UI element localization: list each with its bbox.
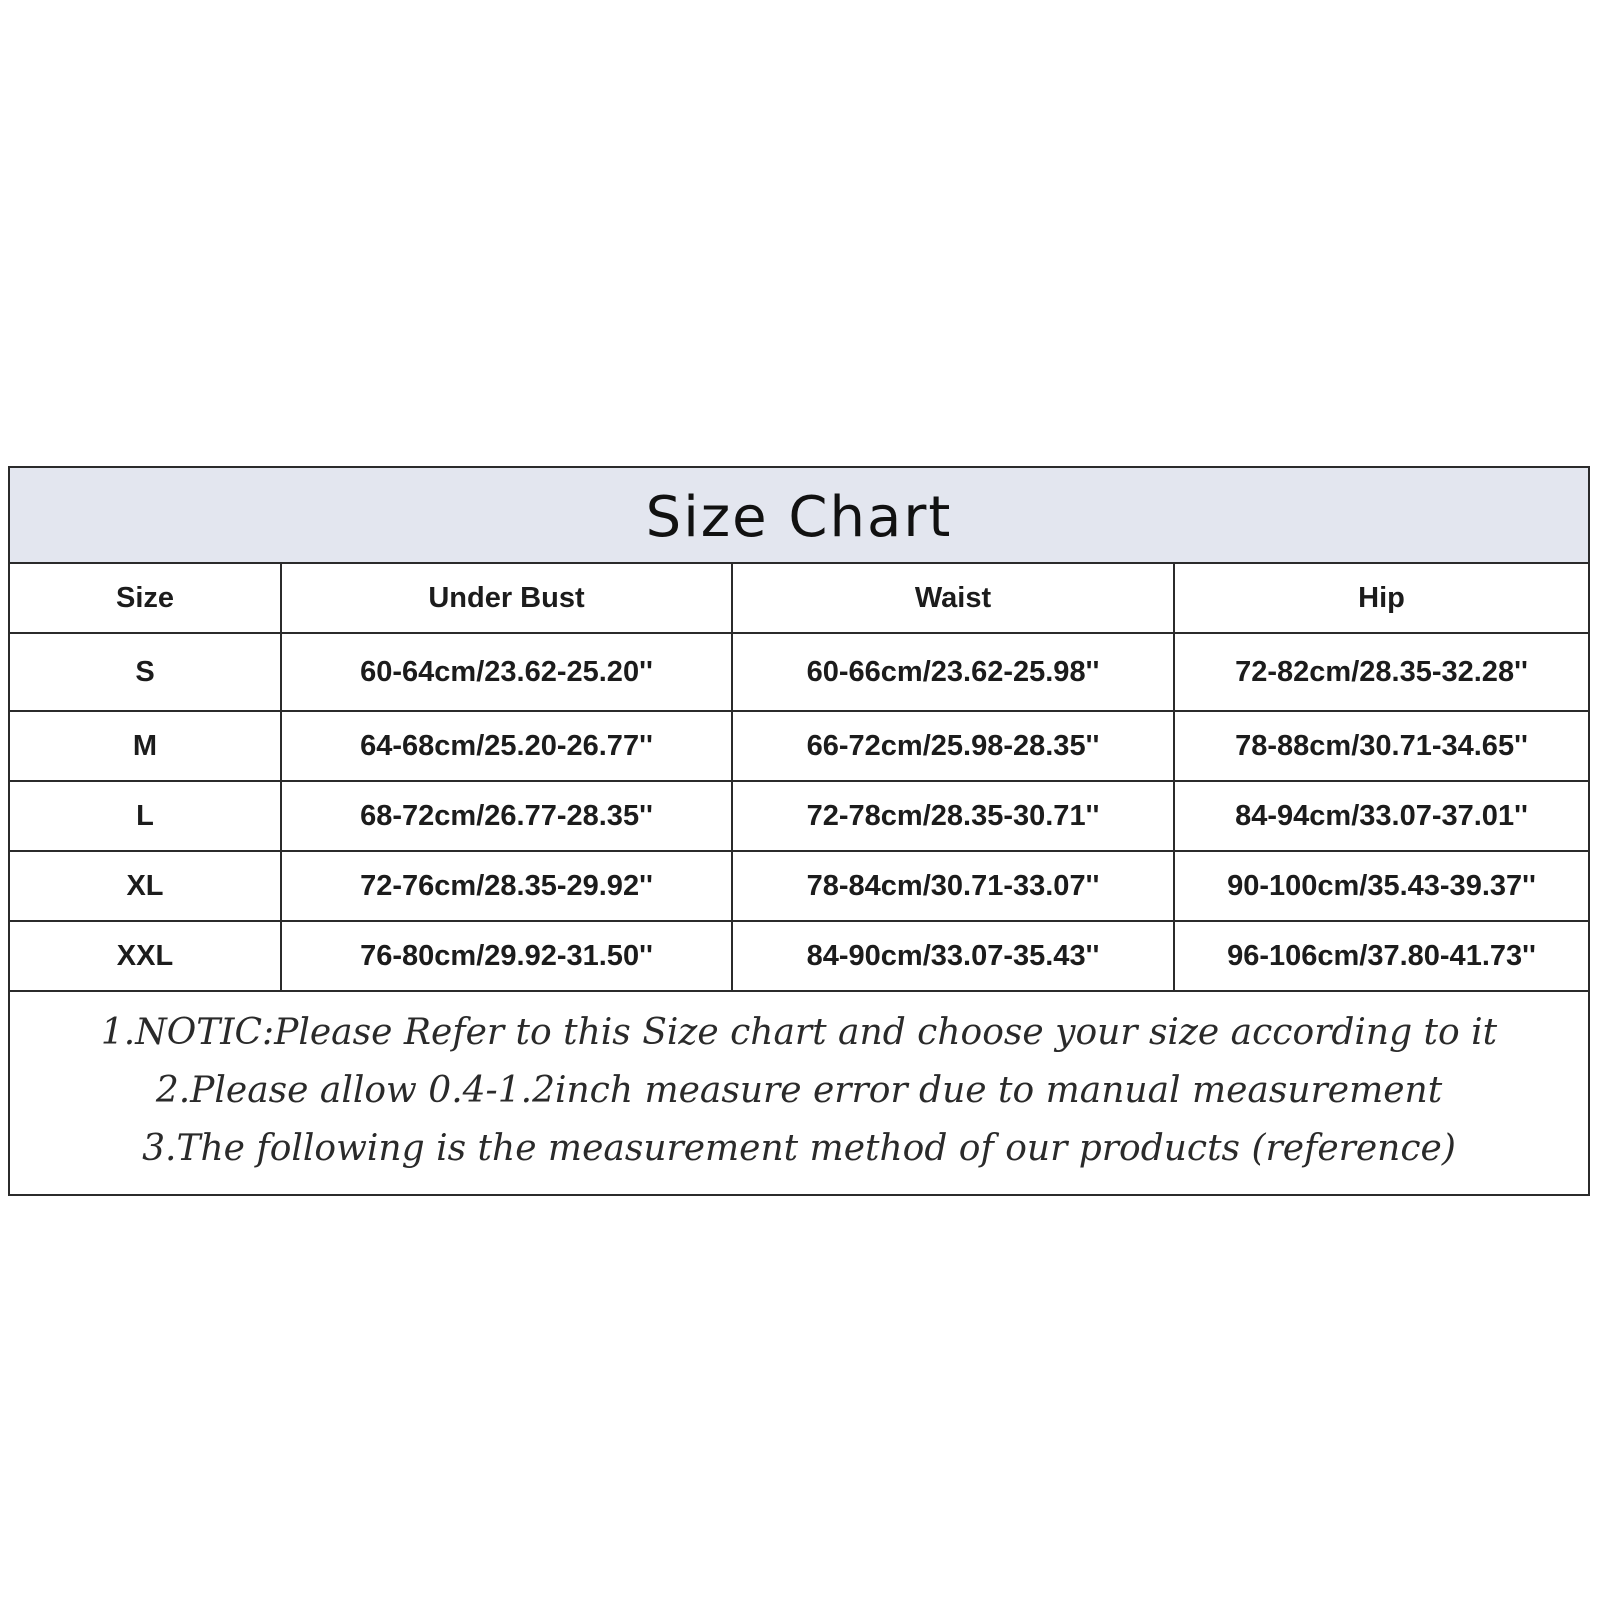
note-line-3: 3.The following is the measurement method of our products (reference) bbox=[142, 1128, 1456, 1169]
cell-size: S bbox=[10, 633, 281, 711]
cell-hip: 78-88cm/30.71-34.65'' bbox=[1174, 711, 1588, 781]
table-row bbox=[10, 711, 1588, 781]
table-row bbox=[10, 851, 1588, 921]
cell-size: M bbox=[10, 711, 281, 781]
size-chart bbox=[8, 466, 1590, 1196]
cell-size: XXL bbox=[10, 921, 281, 991]
cell-waist: 60-66cm/23.62-25.98'' bbox=[732, 633, 1174, 711]
size-table bbox=[10, 564, 1588, 992]
cell-under-bust: 72-76cm/28.35-29.92'' bbox=[281, 851, 732, 921]
cell-waist: 66-72cm/25.98-28.35'' bbox=[732, 711, 1174, 781]
chart-title: Size Chart bbox=[645, 484, 953, 550]
cell-under-bust: 68-72cm/26.77-28.35'' bbox=[281, 781, 732, 851]
cell-hip: 72-82cm/28.35-32.28'' bbox=[1174, 633, 1588, 711]
table-row bbox=[10, 781, 1588, 851]
header-size: Size bbox=[10, 564, 281, 633]
table-row bbox=[10, 633, 1588, 711]
note-line-1: 1.NOTIC:Please Refer to this Size chart and choose your size according to it bbox=[100, 1012, 1498, 1053]
cell-hip: 84-94cm/33.07-37.01'' bbox=[1174, 781, 1588, 851]
cell-size: XL bbox=[10, 851, 281, 921]
note-line-2: 2.Please allow 0.4-1.2inch measure error due to manual measurement bbox=[155, 1070, 1443, 1111]
cell-under-bust: 60-64cm/23.62-25.20'' bbox=[281, 633, 732, 711]
header-hip: Hip bbox=[1174, 564, 1588, 633]
cell-under-bust: 64-68cm/25.20-26.77'' bbox=[281, 711, 732, 781]
cell-waist: 78-84cm/30.71-33.07'' bbox=[732, 851, 1174, 921]
cell-hip: 96-106cm/37.80-41.73'' bbox=[1174, 921, 1588, 991]
cell-waist: 72-78cm/28.35-30.71'' bbox=[732, 781, 1174, 851]
cell-under-bust: 76-80cm/29.92-31.50'' bbox=[281, 921, 732, 991]
cell-size: L bbox=[10, 781, 281, 851]
notes-section bbox=[10, 992, 1588, 1178]
title-bar bbox=[10, 468, 1588, 564]
cell-hip: 90-100cm/35.43-39.37'' bbox=[1174, 851, 1588, 921]
header-waist: Waist bbox=[732, 564, 1174, 633]
header-under-bust: Under Bust bbox=[281, 564, 732, 633]
cell-waist: 84-90cm/33.07-35.43'' bbox=[732, 921, 1174, 991]
header-row bbox=[10, 564, 1588, 633]
table-row bbox=[10, 921, 1588, 991]
